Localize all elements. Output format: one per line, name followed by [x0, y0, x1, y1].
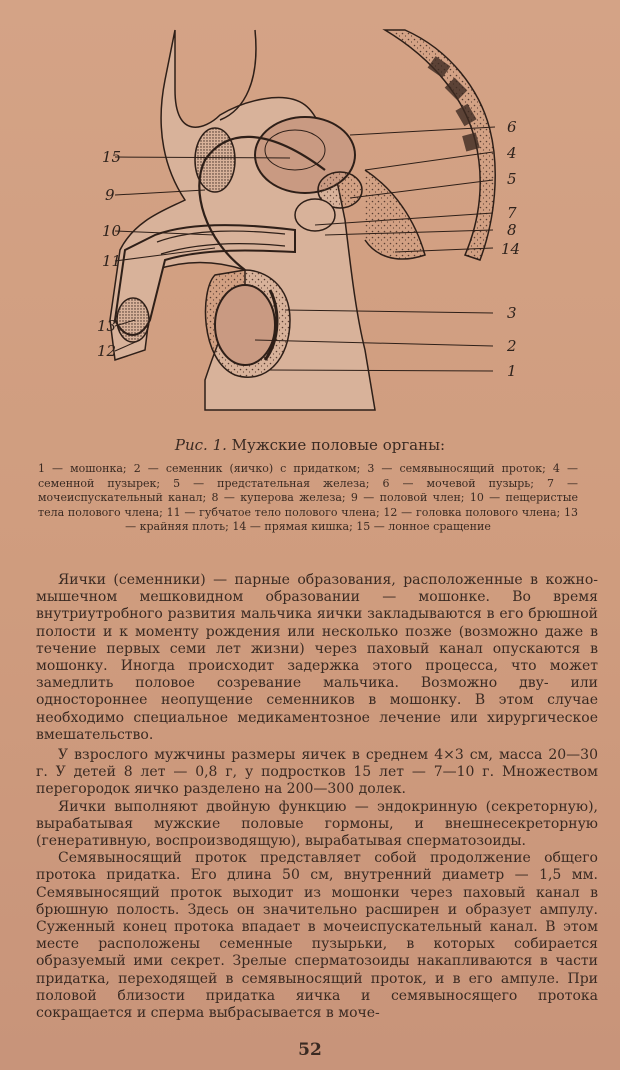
body-text [36, 572, 598, 1022]
pubic-symphysis [195, 128, 235, 192]
testis [215, 285, 275, 365]
paragraph: Яички выполняют двойную функцию — эндокринную (секреторную), вырабатывая мужские половые гормоны, и внешнесекреторную (генеративную, воспроизводящую), вырабатывая сперматозоиды. [36, 798, 598, 850]
prostate [295, 199, 335, 231]
page-number: 52 [298, 1040, 322, 1060]
callout-8: 8 [507, 221, 517, 239]
callout-10: 10 [102, 222, 122, 240]
anatomy-figure [95, 20, 535, 420]
callout-2: 2 [507, 337, 517, 355]
caption-prefix: Рис. 1. [174, 436, 227, 454]
glans [117, 298, 149, 342]
figure-caption [30, 436, 590, 454]
figure-legend: 1 — мошонка; 2 — семенник (яичко) с придатком; 3 — семявыносящий проток; 4 — семенной пузырек; 5 — предстательная железа; 6 — мочевой пузырь; 7 — мочеиспускательный канал; 8 — куперова железа; 9 — половой член; 10 — пещеристые тела полового члена; 11 — губчатое тело полового члена; 12 — головка полового члена; 13 — крайняя плоть; 14 — прямая кишка; 15 — лонное сращение [38, 462, 578, 533]
callout-3: 3 [507, 304, 517, 322]
callout-7: 7 [507, 204, 517, 222]
callout-15: 15 [102, 148, 122, 166]
anatomy-illustration [95, 20, 535, 420]
paragraph: Яички (семенники) — парные образования, расположенные в кожно-мышечном мешковидном образовании — мошонке. Во время внутриутробного развития мальчика яички закладываются в его брюшной полости и к моменту рождения или несколько позже (возможно даже в течение первых семи лет жизни) через паховый канал опускаются в мошонку. Иногда происходит задержка этого процесса, что может замедлить половое созревание мальчика. Возможно дву- или одностороннее неопущение семенников в мошонку. В этом случае необходимо специальное медикаментозное лечение или хирургическое вмешательство. [36, 572, 598, 743]
callout-9: 9 [105, 186, 115, 204]
callout-6: 6 [507, 118, 517, 136]
paragraph: У взрослого мужчины размеры яичек в среднем 4×3 см, масса 20—30 г. У детей 8 лет — 0,8 г, у подростков 15 лет — 7—10 г. Множеством перегородок яичко разделено на 200—300 долек. [36, 747, 598, 798]
callout-4: 4 [507, 144, 517, 162]
callout-5: 5 [507, 170, 517, 188]
callout-11: 11 [102, 252, 122, 270]
callout-1: 1 [507, 362, 517, 380]
paragraph: Семявыносящий проток представляет собой продолжение общего протока придатка. Его длина 50 см, внутренний диаметр — 1,5 мм. Семявыносящий проток выходит из мошонки через паховый канал в брюшную полость. Здесь он значительно расширен и образует ампулу. Суженный конец протока впадает в мочеиспускательный канал. В этом месте расположены семенные пузырьки, в которых собирается образуемый ими секрет. Зрелые сперматозоиды накапливаются в части придатка, переходящей в семявыносящий проток, и в его ампуле. При половой близости придатка яичка и семявыносящего протока сокращается и сперма выбрасывается в моче- [36, 850, 598, 1022]
callout-13: 13 [97, 317, 117, 335]
rectum [365, 170, 425, 259]
callout-14: 14 [501, 240, 521, 258]
caption-title: Мужские половые органы: [231, 436, 446, 454]
callout-12: 12 [97, 342, 117, 360]
